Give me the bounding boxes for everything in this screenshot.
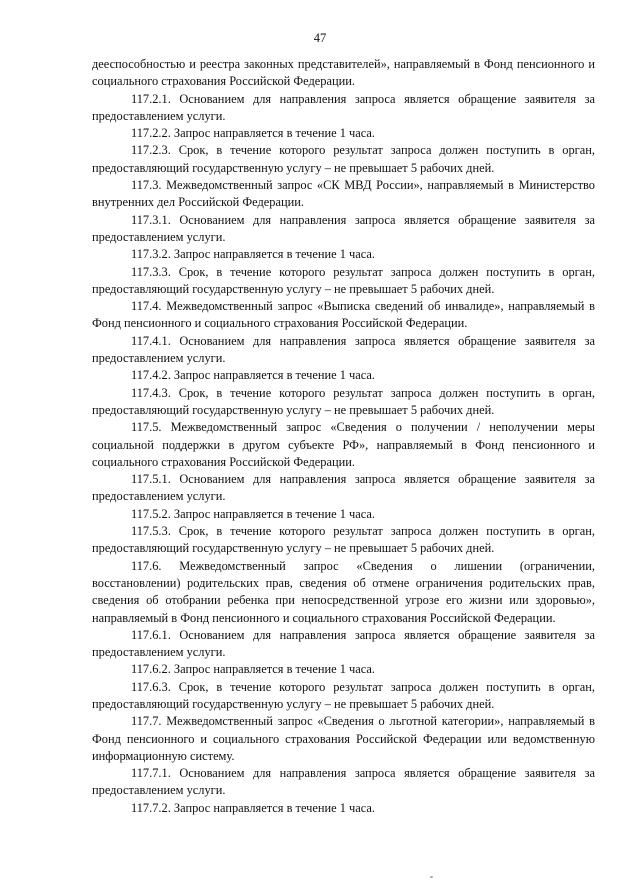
paragraph: 117.3.2. Запрос направляется в течение 1 часа. <box>131 247 376 262</box>
paragraph: 117.7. Межведомственный запрос «Сведения о льготной категории», направляемый в Фонд пенсионного и социального страхования Российской Федерации или ведомственную информационную систему. <box>92 714 595 763</box>
paragraph: 117.2.2. Запрос направляется в течение 1 часа. <box>131 126 376 141</box>
paragraph: 117.2.3. Срок, в течение которого результат запроса должен поступить в орган, предоставляющий государственную услугу – не превышает 5 рабочих дней. <box>92 143 595 175</box>
paragraph: 117.7.1. Основанием для направления запроса является обращение заявителя за предоставлением услуги. <box>92 766 595 798</box>
paragraph: 117.4.2. Запрос направляется в течение 1 часа. <box>131 368 376 383</box>
paragraph: 117.2.1. Основанием для направления запроса является обращение заявителя за предоставлением услуги. <box>92 91 595 123</box>
paragraph: 117.5. Межведомственный запрос «Сведения о получении / неполучении меры социальной поддержки в другом субъекте РФ», направляемый в Фонд пенсионного и социального страхования Российской Федерации. <box>92 420 595 469</box>
paragraph: 117.3. Межведомственный запрос «СК МВД России», направляемый в Министерство внутренних дел Российской Федерации. <box>92 178 595 210</box>
paragraph: дееспособностью и реестра законных представителей», направляемый в Фонд пенсионного и социального страхования Российской Федерации. <box>92 57 595 89</box>
page-number: 47 <box>313 31 327 45</box>
paragraph: 117.5.1. Основанием для направления запроса является обращение заявителя за предоставлением услуги. <box>92 472 595 504</box>
paragraph: 117.4.1. Основанием для направления запроса является обращение заявителя за предоставлением услуги. <box>92 333 595 366</box>
paragraph: 117.6.2. Запрос направляется в течение 1 часа. <box>131 662 376 677</box>
scan-mark <box>430 876 433 878</box>
paragraph: 117.3.3. Срок, в течение которого результат запроса должен поступить в орган, предоставляющий государственную услугу – не превышает 5 рабочих дней. <box>92 264 595 296</box>
paragraph: 117.4. Межведомственный запрос «Выписка сведений об инвалиде», направляемый в Фонд пенсионного и социального страхования Российской Федерации. <box>92 299 595 331</box>
paragraph: 117.6.1. Основанием для направления запроса является обращение заявителя за предоставлением услуги. <box>92 627 595 660</box>
paragraph: 117.3.1. Основанием для направления запроса является обращение заявителя за предоставлением услуги. <box>92 212 595 244</box>
document-body <box>92 56 595 817</box>
paragraph: 117.6. Межведомственный запрос «Сведения о лишении (ограничении, восстановлении) родительских прав, сведения об отмене ограничения родительских прав, сведения об отобрании ребенка при непосредственной угрозе его жизни или здоровью», направляемый в Фонд пенсионного и социального страхования Российской Федерации. <box>92 558 595 625</box>
paragraph: 117.5.3. Срок, в течение которого результат запроса должен поступить в орган, предоставляющий государственную услугу – не превышает 5 рабочих дней. <box>92 524 595 556</box>
paragraph: 117.4.3. Срок, в течение которого результат запроса должен поступить в орган, предоставляющий государственную услугу – не превышает 5 рабочих дней. <box>92 385 595 417</box>
paragraph: 117.7.2. Запрос направляется в течение 1 часа. <box>131 800 376 815</box>
paragraph: 117.6.3. Срок, в течение которого результат запроса должен поступить в орган, предоставляющий государственную услугу – не превышает 5 рабочих дней. <box>92 679 595 711</box>
paragraph: 117.5.2. Запрос направляется в течение 1 часа. <box>131 506 376 521</box>
